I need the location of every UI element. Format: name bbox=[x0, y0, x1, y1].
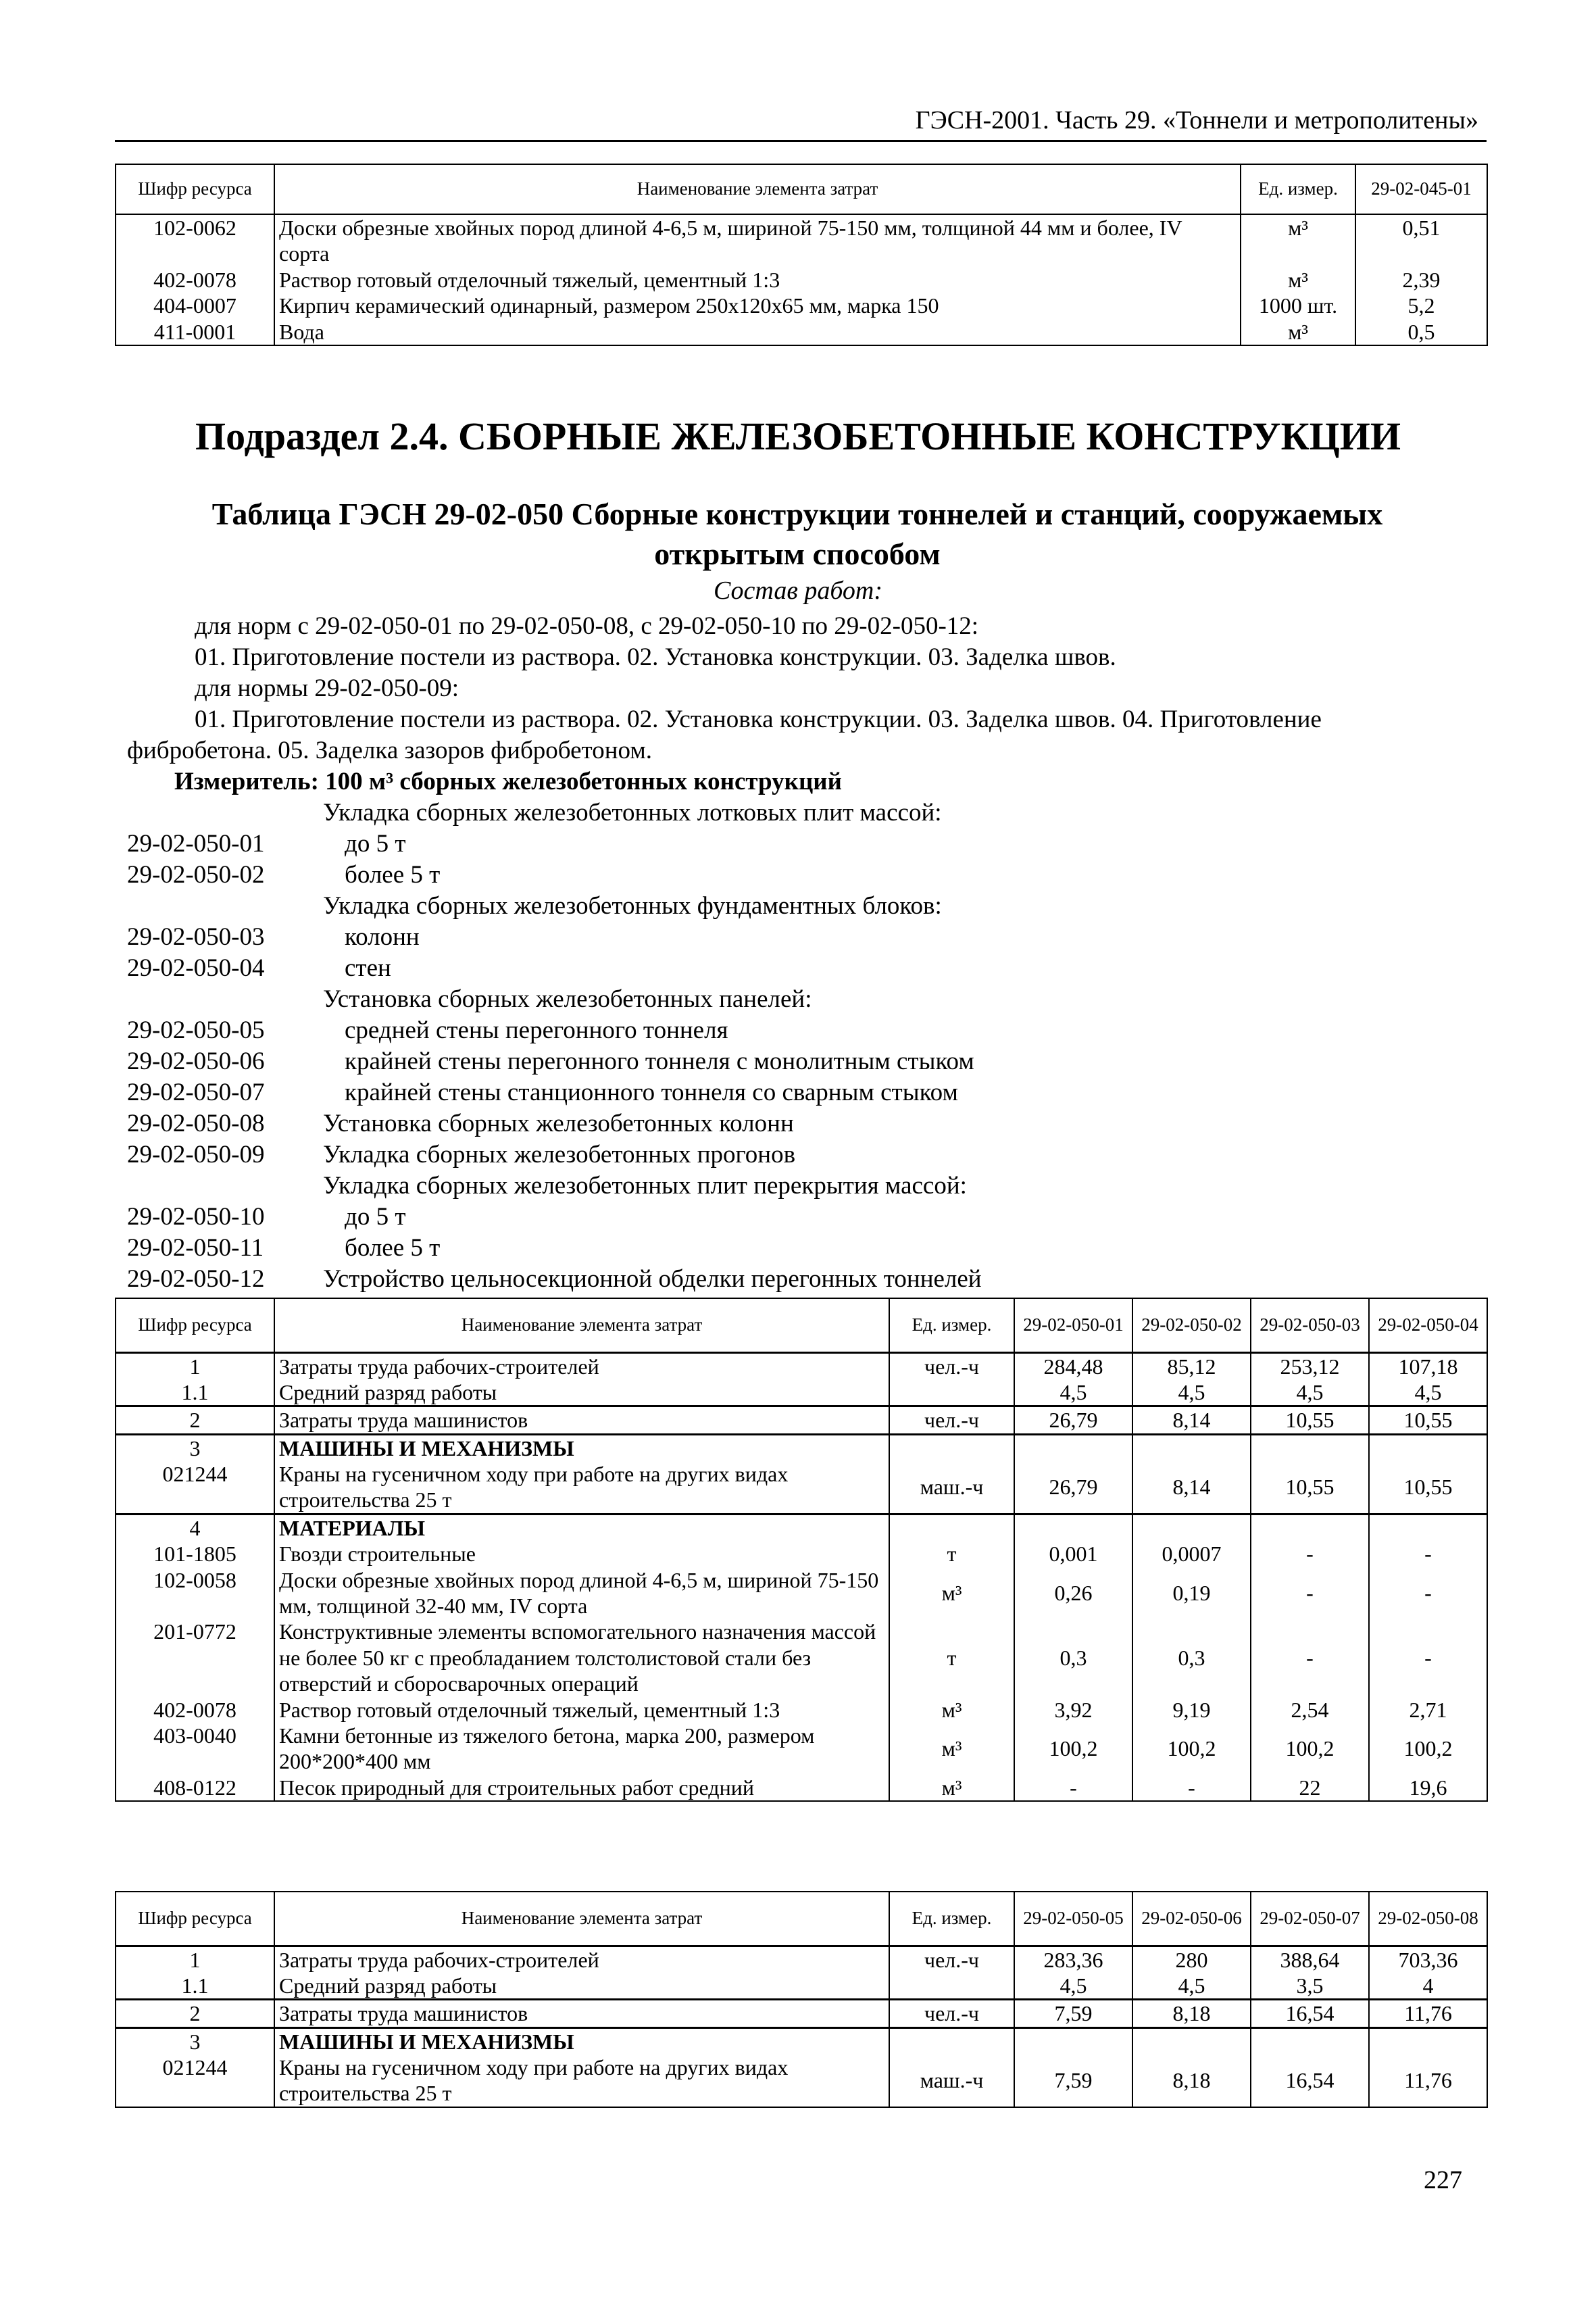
col-header-norm: 29-02-050-08 bbox=[1369, 1892, 1487, 1946]
table-row bbox=[116, 1697, 1487, 1723]
resource-code: 1 bbox=[116, 1352, 274, 1379]
norm-value: - bbox=[1251, 1541, 1369, 1567]
norm-value: 2,71 bbox=[1369, 1697, 1487, 1723]
resource-name: Затраты труда машинистов bbox=[274, 2000, 889, 2027]
norm-value: 8,14 bbox=[1132, 1406, 1251, 1434]
norm-text: до 5 т bbox=[345, 830, 406, 858]
resource-code: 102-0062 bbox=[116, 214, 274, 267]
resource-unit: чел.-ч bbox=[889, 1946, 1014, 1973]
resource-unit: маш.-ч bbox=[889, 1461, 1014, 1514]
norm-value: - bbox=[1132, 1775, 1251, 1801]
norm-text: Укладка сборных железобетонных прогонов bbox=[323, 1141, 796, 1168]
norm-code: 29-02-050-11 bbox=[127, 1234, 264, 1262]
norm-value: 10,55 bbox=[1251, 1406, 1369, 1434]
table-row bbox=[116, 1352, 1487, 1379]
norm-value bbox=[1014, 1434, 1132, 1461]
resource-code: 1.1 bbox=[116, 1379, 274, 1406]
norm-code: 29-02-050-08 bbox=[127, 1110, 265, 1137]
norm-value: 4,5 bbox=[1132, 1973, 1251, 2000]
col-header-name: Наименование элемента затрат bbox=[274, 1298, 889, 1352]
resource-code: 201-0772 bbox=[116, 1619, 274, 1696]
norm-group-text: Укладка сборных железобетонных лотковых плит массой: bbox=[323, 799, 942, 827]
resource-code: 021244 bbox=[116, 1461, 274, 1514]
norm-code: 29-02-050-12 bbox=[127, 1265, 265, 1293]
col-header-norm: 29-02-050-01 bbox=[1014, 1298, 1132, 1352]
norm-group-text: Укладка сборных железобетонных плит перекрытия массой: bbox=[323, 1172, 967, 1200]
norm-value bbox=[1251, 2027, 1369, 2054]
composition-line: фибробетона. 05. Заделка зазоров фибробетоном. bbox=[127, 737, 652, 764]
resource-unit bbox=[889, 1434, 1014, 1461]
table-row bbox=[116, 2054, 1487, 2107]
norm-value: 4,5 bbox=[1251, 1379, 1369, 1406]
col-header-unit: Ед. измер. bbox=[889, 1892, 1014, 1946]
norm-value: 10,55 bbox=[1251, 1461, 1369, 1514]
norm-value: 0,26 bbox=[1014, 1567, 1132, 1619]
resource-unit: чел.-ч bbox=[889, 1406, 1014, 1434]
norm-code: 29-02-050-03 bbox=[127, 923, 265, 951]
norm-text: крайней стены перегонного тоннеля с монолитным стыком bbox=[345, 1048, 974, 1075]
resource-name: Средний разряд работы bbox=[274, 1379, 889, 1406]
resource-name: Кирпич керамический одинарный, размером 250х120х65 мм, марка 150 bbox=[274, 293, 1241, 318]
resource-unit bbox=[889, 1514, 1014, 1541]
norm-value: 4 bbox=[1369, 1973, 1487, 2000]
norm-value: 26,79 bbox=[1014, 1406, 1132, 1434]
norm-value: 4,5 bbox=[1014, 1973, 1132, 2000]
norm-value: 100,2 bbox=[1014, 1723, 1132, 1775]
norm-value: 11,76 bbox=[1369, 2000, 1487, 2027]
table-row bbox=[116, 319, 1487, 345]
norm-value: 100,2 bbox=[1369, 1723, 1487, 1775]
col-header-norm: 29-02-050-03 bbox=[1251, 1298, 1369, 1352]
norm-text: Установка сборных железобетонных колонн bbox=[323, 1110, 794, 1137]
norm-value: 100,2 bbox=[1251, 1723, 1369, 1775]
norm-value: 19,6 bbox=[1369, 1775, 1487, 1801]
norm-value: 7,59 bbox=[1014, 2000, 1132, 2027]
norm-value: 3,92 bbox=[1014, 1697, 1132, 1723]
col-header-code: Шифр ресурса bbox=[116, 1298, 274, 1352]
table-row bbox=[116, 1434, 1487, 1461]
resource-value: 0,5 bbox=[1355, 319, 1487, 345]
resource-name: Раствор готовый отделочный тяжелый, цементный 1:3 bbox=[274, 267, 1241, 293]
col-header-norm: 29-02-050-05 bbox=[1014, 1892, 1132, 1946]
running-header bbox=[115, 101, 1487, 142]
resource-unit: м³ bbox=[1241, 214, 1355, 267]
resource-code: 1 bbox=[116, 1946, 274, 1973]
page-number: 227 bbox=[1424, 2166, 1462, 2194]
col-header-name: Наименование элемента затрат bbox=[274, 1892, 889, 1946]
table-row bbox=[116, 1379, 1487, 1406]
norm-value: 85,12 bbox=[1132, 1352, 1251, 1379]
resource-name: Средний разряд работы bbox=[274, 1973, 889, 2000]
norm-value: - bbox=[1369, 1619, 1487, 1696]
norm-text: крайней стены станционного тоннеля со сварным стыком bbox=[345, 1079, 958, 1106]
section-heading: МАШИНЫ И МЕХАНИЗМЫ bbox=[274, 1434, 889, 1461]
table-row bbox=[116, 1946, 1487, 1973]
norm-value: 26,79 bbox=[1014, 1461, 1132, 1514]
table-row bbox=[116, 1461, 1487, 1514]
resource-unit: м³ bbox=[1241, 267, 1355, 293]
resource-code: 402-0078 bbox=[116, 267, 274, 293]
norm-value: 3,5 bbox=[1251, 1973, 1369, 2000]
norm-code: 29-02-050-01 bbox=[127, 830, 265, 858]
norm-value: 9,19 bbox=[1132, 1697, 1251, 1723]
norm-value bbox=[1014, 2027, 1132, 2054]
table-row bbox=[116, 2027, 1487, 2054]
norm-value: - bbox=[1251, 1567, 1369, 1619]
resource-name: Затраты труда машинистов bbox=[274, 1406, 889, 1434]
table-title-line: Таблица ГЭСН 29-02-050 Сборные конструкции тоннелей и станций, сооружаемых bbox=[211, 497, 1383, 531]
norm-value: 0,0007 bbox=[1132, 1541, 1251, 1567]
norm-value: 100,2 bbox=[1132, 1723, 1251, 1775]
norm-value bbox=[1014, 1514, 1132, 1541]
resource-unit bbox=[889, 1973, 1014, 2000]
norm-text: более 5 т bbox=[345, 1234, 441, 1262]
resource-value: 2,39 bbox=[1355, 267, 1487, 293]
resource-value: 5,2 bbox=[1355, 293, 1487, 318]
resource-code: 3 bbox=[116, 2027, 274, 2054]
col-header-norm: 29-02-045-01 bbox=[1355, 164, 1487, 214]
norm-value: 283,36 bbox=[1014, 1946, 1132, 1973]
col-header-norm: 29-02-050-07 bbox=[1251, 1892, 1369, 1946]
norm-value: 2,54 bbox=[1251, 1697, 1369, 1723]
col-header-norm: 29-02-050-02 bbox=[1132, 1298, 1251, 1352]
resource-name: Раствор готовый отделочный тяжелый, цементный 1:3 bbox=[274, 1697, 889, 1723]
norm-value bbox=[1369, 2027, 1487, 2054]
norm-value: 703,36 bbox=[1369, 1946, 1487, 1973]
norm-code: 29-02-050-10 bbox=[127, 1203, 265, 1231]
table-row bbox=[116, 214, 1487, 267]
norm-value: 0,001 bbox=[1014, 1541, 1132, 1567]
norm-value: - bbox=[1369, 1567, 1487, 1619]
resource-name: Затраты труда рабочих-строителей bbox=[274, 1946, 889, 1973]
resource-unit: 1000 шт. bbox=[1241, 293, 1355, 318]
norm-group-text: Установка сборных железобетонных панелей: bbox=[323, 985, 812, 1013]
norm-value: 8,18 bbox=[1132, 2000, 1251, 2027]
resource-unit: маш.-ч bbox=[889, 2054, 1014, 2107]
resource-unit: м³ bbox=[889, 1697, 1014, 1723]
norm-value bbox=[1369, 1434, 1487, 1461]
section-heading: МАШИНЫ И МЕХАНИЗМЫ bbox=[274, 2027, 889, 2054]
table-row bbox=[116, 1514, 1487, 1541]
norm-value: - bbox=[1369, 1541, 1487, 1567]
resource-unit: м³ bbox=[889, 1567, 1014, 1619]
norm-value: 253,12 bbox=[1251, 1352, 1369, 1379]
resource-name: Краны на гусеничном ходу при работе на других видах строительства 25 т bbox=[274, 2054, 889, 2107]
composition-line: для норм с 29-02-050-01 по 29-02-050-08, с 29-02-050-10 по 29-02-050-12: bbox=[195, 612, 979, 640]
section-heading: МАТЕРИАЛЫ bbox=[274, 1514, 889, 1541]
norm-text: до 5 т bbox=[345, 1203, 406, 1231]
norm-value: 284,48 bbox=[1014, 1352, 1132, 1379]
table-title bbox=[122, 495, 1473, 574]
norm-text: средней стены перегонного тоннеля bbox=[345, 1016, 728, 1044]
resource-code: 102-0058 bbox=[116, 1567, 274, 1619]
table-row bbox=[116, 1567, 1487, 1619]
table-row bbox=[116, 1619, 1487, 1696]
norm-value: 280 bbox=[1132, 1946, 1251, 1973]
subsection-title: Подраздел 2.4. СБОРНЫЕ ЖЕЛЕЗОБЕТОННЫЕ КОНСТРУКЦИИ bbox=[195, 414, 1401, 458]
norm-value bbox=[1251, 1434, 1369, 1461]
resource-name: Гвозди строительные bbox=[274, 1541, 889, 1567]
table-row bbox=[116, 1406, 1487, 1434]
norm-value: 8,18 bbox=[1132, 2054, 1251, 2107]
col-header-unit: Ед. измер. bbox=[889, 1298, 1014, 1352]
resource-code: 411-0001 bbox=[116, 319, 274, 345]
norm-value: 0,19 bbox=[1132, 1567, 1251, 1619]
resource-name: Вода bbox=[274, 319, 1241, 345]
resource-name: Песок природный для строительных работ средний bbox=[274, 1775, 889, 1801]
table-row bbox=[116, 1723, 1487, 1775]
norm-value: 16,54 bbox=[1251, 2054, 1369, 2107]
resource-code: 1.1 bbox=[116, 1973, 274, 2000]
resource-unit: м³ bbox=[889, 1775, 1014, 1801]
resource-table-045 bbox=[115, 164, 1488, 346]
resource-name: Конструктивные элементы вспомогательного назначения массой не более 50 кг с преобладанием толстолистовой стали без отверстий и сборосварочных операций bbox=[274, 1619, 889, 1696]
resource-unit: т bbox=[889, 1541, 1014, 1567]
norm-value: 7,59 bbox=[1014, 2054, 1132, 2107]
norm-value: 4,5 bbox=[1369, 1379, 1487, 1406]
resource-code: 3 bbox=[116, 1434, 274, 1461]
col-header-norm: 29-02-050-06 bbox=[1132, 1892, 1251, 1946]
table-row bbox=[116, 1541, 1487, 1567]
norm-value: 10,55 bbox=[1369, 1461, 1487, 1514]
resource-table-050-05-08 bbox=[115, 1891, 1488, 2108]
norm-value: 0,3 bbox=[1132, 1619, 1251, 1696]
col-header-name: Наименование элемента затрат bbox=[274, 164, 1241, 214]
norm-value: 11,76 bbox=[1369, 2054, 1487, 2107]
running-title: ГЭСН-2001. Часть 29. «Тоннели и метрополитены» bbox=[915, 106, 1478, 134]
resource-code: 408-0122 bbox=[116, 1775, 274, 1801]
norm-code: 29-02-050-06 bbox=[127, 1048, 265, 1075]
norm-value: - bbox=[1251, 1619, 1369, 1696]
norm-text: Устройство цельносекционной обделки перегонных тоннелей bbox=[323, 1265, 982, 1293]
norm-value: 388,64 bbox=[1251, 1946, 1369, 1973]
norm-value bbox=[1251, 1514, 1369, 1541]
norm-value bbox=[1132, 1514, 1251, 1541]
norm-text: колонн bbox=[345, 923, 420, 951]
table-row bbox=[116, 2000, 1487, 2027]
resource-name: Краны на гусеничном ходу при работе на других видах строительства 25 т bbox=[274, 1461, 889, 1514]
resource-unit: м³ bbox=[889, 1723, 1014, 1775]
composition-line: для нормы 29-02-050-09: bbox=[195, 674, 459, 702]
composition-line: 01. Приготовление постели из раствора. 02. Установка конструкции. 03. Заделка швов. bbox=[195, 643, 1116, 671]
norm-code: 29-02-050-07 bbox=[127, 1079, 265, 1106]
norm-code: 29-02-050-05 bbox=[127, 1016, 265, 1044]
col-header-code: Шифр ресурса bbox=[116, 164, 274, 214]
table-row bbox=[116, 267, 1487, 293]
norm-value: 107,18 bbox=[1369, 1352, 1487, 1379]
resource-code: 402-0078 bbox=[116, 1697, 274, 1723]
norm-value: 10,55 bbox=[1369, 1406, 1487, 1434]
norm-code: 29-02-050-04 bbox=[127, 954, 265, 982]
norm-text: более 5 т bbox=[345, 861, 441, 889]
norm-value: 22 bbox=[1251, 1775, 1369, 1801]
norm-value: 8,14 bbox=[1132, 1461, 1251, 1514]
resource-name: Затраты труда рабочих-строителей bbox=[274, 1352, 889, 1379]
table-title-line: открытым способом bbox=[654, 536, 941, 571]
meter-line: Измеритель: 100 м³ сборных железобетонных конструкций bbox=[174, 768, 842, 795]
table-row bbox=[116, 1973, 1487, 2000]
norm-group-text: Укладка сборных железобетонных фундаментных блоков: bbox=[323, 892, 942, 920]
resource-code: 404-0007 bbox=[116, 293, 274, 318]
norm-value bbox=[1132, 2027, 1251, 2054]
resource-table-050-01-04 bbox=[115, 1298, 1488, 1802]
composition-line: 01. Приготовление постели из раствора. 02. Установка конструкции. 03. Заделка швов. 04. Приготовление bbox=[195, 706, 1322, 733]
resource-unit: чел.-ч bbox=[889, 1352, 1014, 1379]
table-row bbox=[116, 293, 1487, 318]
resource-unit: чел.-ч bbox=[889, 2000, 1014, 2027]
resource-unit: м³ bbox=[1241, 319, 1355, 345]
resource-code: 021244 bbox=[116, 2054, 274, 2107]
norm-code: 29-02-050-02 bbox=[127, 861, 265, 889]
resource-code: 4 bbox=[116, 1514, 274, 1541]
resource-name: Доски обрезные хвойных пород длиной 4-6,5 м, шириной 75-150 мм, толщиной 32-40 мм, IV сорта bbox=[274, 1567, 889, 1619]
col-header-code: Шифр ресурса bbox=[116, 1892, 274, 1946]
table-row bbox=[116, 1775, 1487, 1801]
norm-code: 29-02-050-09 bbox=[127, 1141, 265, 1168]
resource-unit bbox=[889, 2027, 1014, 2054]
norm-value bbox=[1132, 1434, 1251, 1461]
col-header-norm: 29-02-050-04 bbox=[1369, 1298, 1487, 1352]
norm-value: 4,5 bbox=[1132, 1379, 1251, 1406]
resource-unit bbox=[889, 1379, 1014, 1406]
norm-value: 4,5 bbox=[1014, 1379, 1132, 1406]
resource-name: Камни бетонные из тяжелого бетона, марка 200, размером 200*200*400 мм bbox=[274, 1723, 889, 1775]
norm-value: 16,54 bbox=[1251, 2000, 1369, 2027]
col-header-unit: Ед. измер. bbox=[1241, 164, 1355, 214]
resource-value: 0,51 bbox=[1355, 214, 1487, 267]
resource-code: 101-1805 bbox=[116, 1541, 274, 1567]
resource-name: Доски обрезные хвойных пород длиной 4-6,5 м, шириной 75-150 мм, толщиной 44 мм и более, IV сорта bbox=[274, 214, 1241, 267]
composition-label: Состав работ: bbox=[713, 576, 883, 605]
resource-code: 2 bbox=[116, 2000, 274, 2027]
norm-value: - bbox=[1014, 1775, 1132, 1801]
resource-code: 2 bbox=[116, 1406, 274, 1434]
resource-unit: т bbox=[889, 1619, 1014, 1696]
norm-value: 0,3 bbox=[1014, 1619, 1132, 1696]
resource-code: 403-0040 bbox=[116, 1723, 274, 1775]
norm-value bbox=[1369, 1514, 1487, 1541]
norm-text: стен bbox=[345, 954, 391, 982]
